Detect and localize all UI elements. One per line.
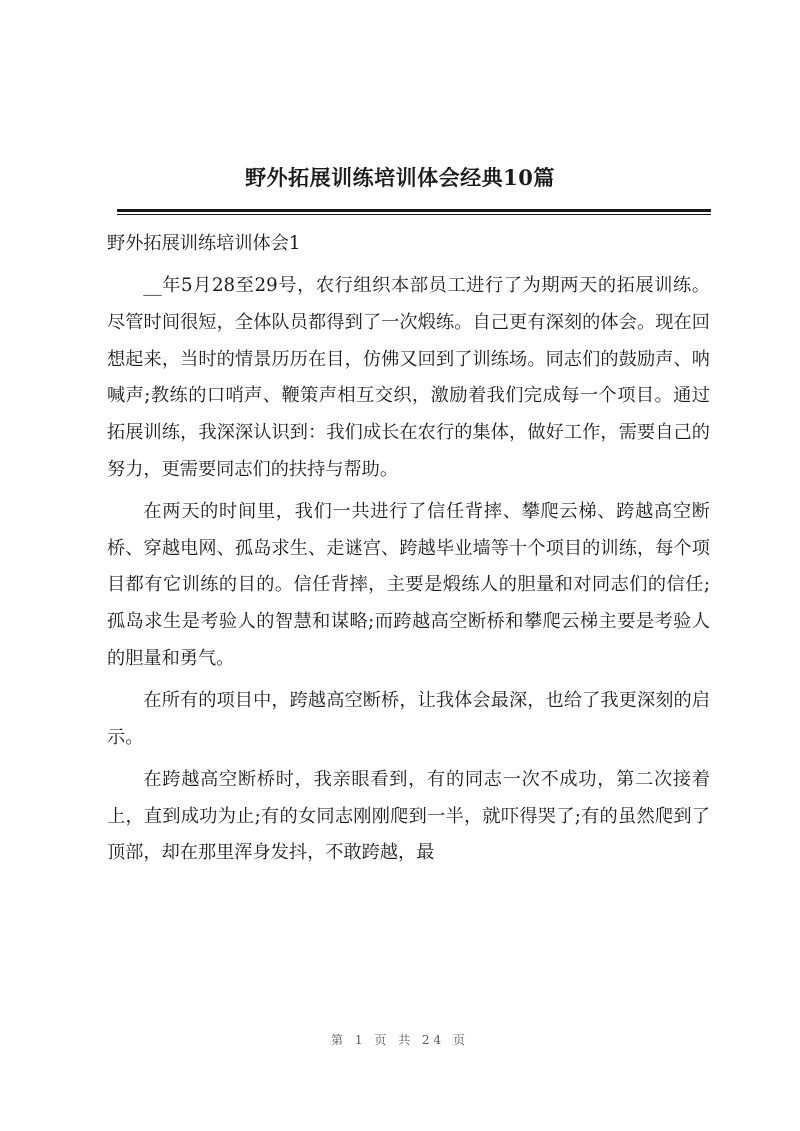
document-title: 野外拓展训练培训体会经典10篇 (245, 165, 555, 190)
body-paragraph-4: 在跨越高空断桥时，我亲眼看到，有的同志一次不成功，第二次接着上，直到成功为止;有的女同志刚刚爬到一半，就吓得哭了;有的虽然爬到了顶部，却在那里浑身发抖，不敢跨越，最 (107, 768, 710, 864)
title-divider-thick (117, 209, 711, 212)
document-body (107, 226, 710, 877)
section-heading: 野外拓展训练培训体会1 (107, 233, 301, 254)
body-paragraph-2: 在两天的时间里，我们一共进行了信任背摔、攀爬云梯、跨越高空断桥、穿越电网、孤岛求生、走谜宫、跨越毕业墙等十个项目的训练，每个项目都有它训练的目的。信任背摔，主要是煅练人的胆量和对同志们的信任;孤岛求生是考验人的智慧和谋略;而跨越高空断桥和攀爬云梯主要是考验人的胆量和勇气。 (107, 500, 710, 669)
body-paragraph-1: __年5月28至29号，农行组织本部员工进行了为期两天的拓展训练。尽管时间很短，全体队员都得到了一次煅练。自己更有深刻的体会。现在回想起来，当时的情景历历在目，仿佛又回到了训练场。同志们的鼓励声、呐喊声;教练的口哨声、鞭策声相互交织，激励着我们完成每一个项目。通过拓展训练，我深深认识到：我们成长在农行的集体，做好工作，需要自己的努力，更需要同志们的扶持与帮助。 (107, 275, 710, 480)
page-number-footer: 第 1 页 共 24 页 (331, 1033, 469, 1047)
body-paragraph-3: 在所有的项目中，跨越高空断桥，让我体会最深，也给了我更深刻的启示。 (107, 689, 710, 748)
title-divider-thin (117, 214, 711, 215)
